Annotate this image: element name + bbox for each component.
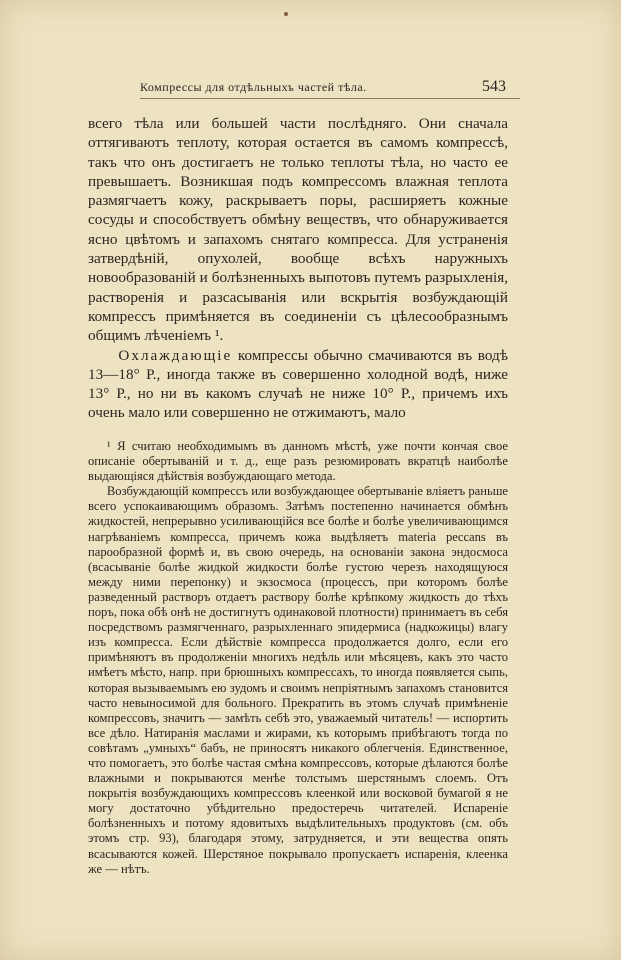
ink-speck [284,12,288,16]
spaced-lead-word: Охлаждающіе [118,346,233,364]
footnote-1: ¹ Я считаю необходимымъ въ данномъ мѣстѣ, уже почти кончая свое описаніе обертываній и т. д., еще разъ резюмировать вкратцѣ наиболѣе выдающіяся дѣйствія возбуждающаго метода. [88,439,508,484]
footnotes [88,439,508,877]
paragraph-1: всего тѣла или большей части послѣдняго. Они сначала оттягиваютъ теплоту, которая остается въ самомъ компрессѣ, такъ что онъ достигаетъ не только теплоты тѣла, но часто ее превышаетъ. Возникшая подъ компрессомъ влажная теплота размягчаетъ кожу, раскрываетъ поры, расширяетъ кожные сосуды и способствуетъ обмѣну веществъ, что обнаруживается ясно цвѣтомъ и запахомъ снятаго компресса. Для устраненія затвердѣній, опухолей, вообще всѣхъ наружныхъ новообразованій и болѣзненныхъ выпотовъ путемъ разрыхленія, растворенія и разсасыванія или вскрытія возбуждающій компрессъ примѣняется въ соединеніи съ цѣлесообразнымъ общимъ лѣченіемъ ¹. [88,115,508,345]
paragraph-2 [88,346,508,423]
paragraph-2-text: компрессы обычно смачиваются въ водѣ 13—18° Р., иногда также въ совершенно холодной водѣ, ниже 13° Р., но ни въ какомъ случаѣ не ниже 10° Р., причемъ ихъ очень мало или совершенно не отжимаютъ, мало [88,346,508,422]
page-number: 543 [482,78,506,95]
running-header: Компрессы для отдѣльныхъ частей тѣла. [140,80,520,99]
footnote-1-continued: Возбуждающій компрессъ или возбуждающее обертываніе вліяетъ раньше всего успокаивающимъ образомъ. Затѣмъ постепенно начинается обмѣнъ жидкостей, непрерывно усиливающійся все болѣе и болѣе увеличивающимся нагрѣваніемъ компресса, причемъ кожа выдѣляетъ materia peccans въ парообразной формѣ и, въ свою очередь, на основаніи закона эндосмоса (всасываніе болѣе жидкой жидкости болѣе густою черезъ находящуюся между ними перепонку) и экзосмоса (процессъ, при которомъ болѣе разведенный растворъ отдаетъ раствору болѣе крѣпкому жидкость до тѣхъ поръ, пока обѣ онѣ не достигнутъ одинаковой плотности) принимаетъ въ себя посредствомъ размягченнаго, разрыхленнаго эпидермиса (надкожицы) влагу изъ компресса. Если дѣйствіе компресса продолжается долго, если его примѣняютъ въ продолженіи многихъ недѣль или мѣсяцевъ, какъ это часто имѣетъ мѣсто, напр. при брюшныхъ компрессахъ, то иногда появляется сыпь, которая вызываемымъ ею зудомъ и своимъ непріятнымъ запахомъ становится часто невыносимой для больного. Прекратить въ этомъ случаѣ примѣненіе компрессовъ, значитъ — замѣть себѣ это, уважаемый читатель! — испортить все дѣло. Натиранія маслами и жирами, къ которымъ прибѣгаютъ тогда по совѣтамъ „умныхъ“ бабъ, не приносятъ никакого облегченія. Единственное, что помогаетъ, это болѣе частая смѣна компрессовъ, которые дѣлаются болѣе влажными и покрываются менѣе толстымъ шерстянымъ слоемъ. Отъ покрытія возбуждающихъ компрессовъ клеенкой или восковой бумагой я не могу достаточно убѣдительно предостеречь читателей. Испареніе болѣзненныхъ и потому ядовитыхъ выдѣлительныхъ продуктовъ (см. объ этомъ стр. 93), благодаря этому, затрудняется, и эти вещества опять всасываются кожей. Шерстяное покрывало пропускаетъ испаренія, клеенка же — нѣтъ. [88,484,508,876]
main-text [88,114,508,423]
